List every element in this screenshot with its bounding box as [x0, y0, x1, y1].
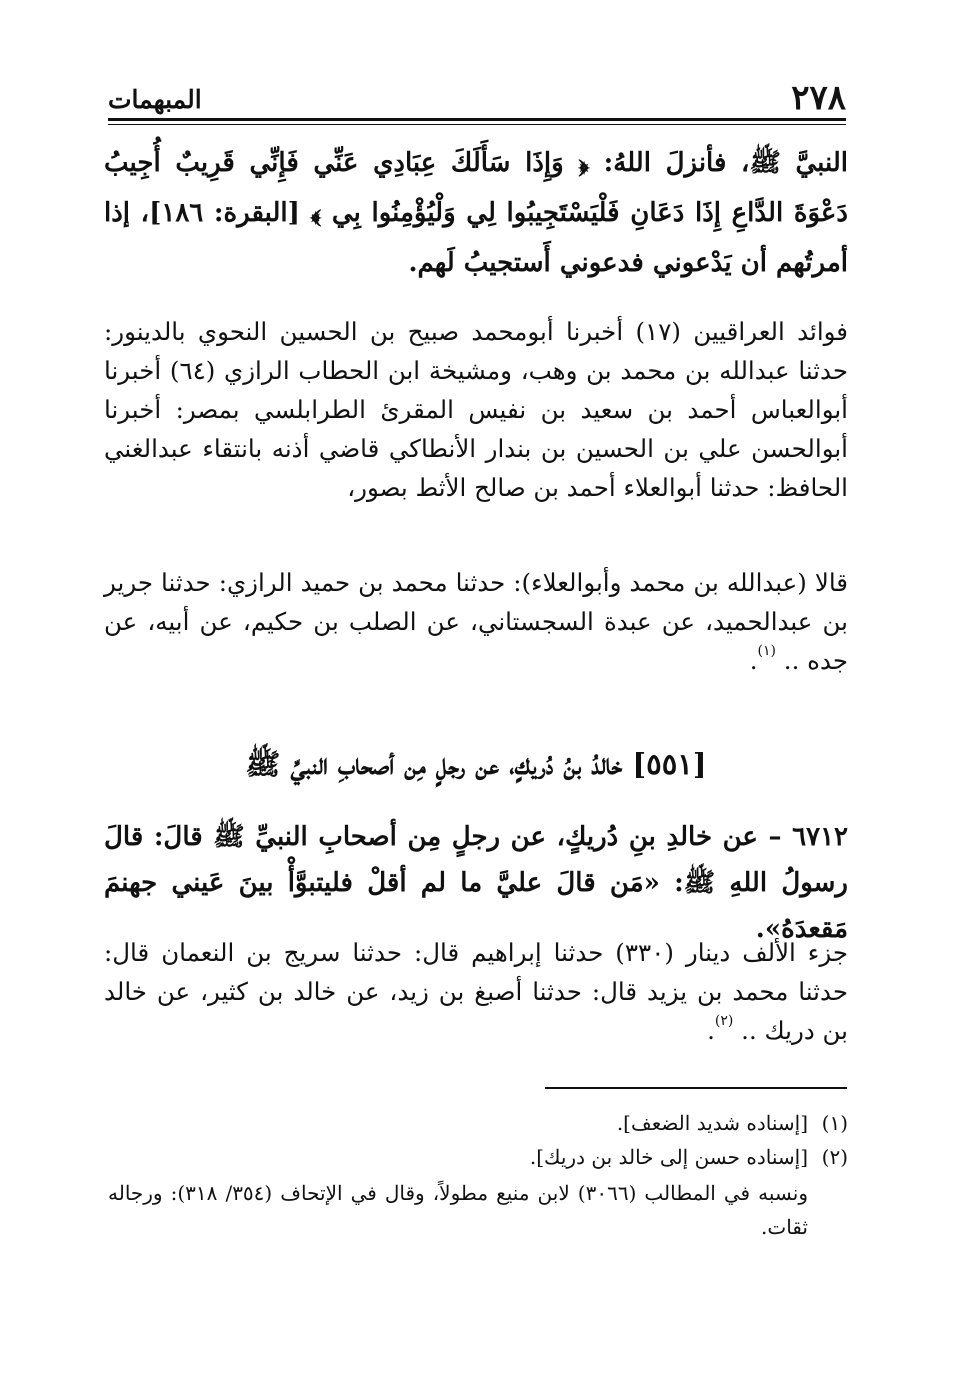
source-paragraph-isnad: [104, 563, 848, 680]
source-paragraph-fawaid: فوائد العراقيين (١٧) أخبرنا أبومحمد صبيح بن الحسين النحوي بالدينور: حدثنا عبدالله بن محمد بن وهب، ومشيخة ابن الحطاب الرازي (٦٤) أخبرنا أبوالعباس أحمد بن سعيد بن نفيس المقرئ الطرابلسي بمصر: أخبرنا أبوالحسن علي بن الحسين بن بندار الأنطاكي قاضي أذنه بانتقاء عبدالغني الحافظ: حدثنا أبوالعلاء أحمد بن صالح الأثط بصور،: [104, 317, 849, 502]
page-header: [108, 78, 846, 122]
footnote-text: [إسناده شديد الضعف].: [616, 1111, 808, 1135]
footnote-number: (١): [821, 1111, 848, 1135]
quran-citation-paragraph: النبيَّ ﷺ، فأنزلَ اللهُ: ﴿ وَإِذَا سَأَلَكَ عِبَادِي عَنِّي فَإِنِّي قَرِيبٌ أُجِيبُ دَعْوَةَ الدَّاعِ إِذَا دَعَانِ فَلْيَسْتَجِيبُوا لِي وَلْيُؤْمِنُوا بِي ﴾ [البقرة: ١٨٦]، إذا أمرتُهم أن يَدْعوني فدعوني أَستجيبُ لَهم.: [104, 148, 848, 278]
source-paragraph-juz: [104, 933, 848, 1050]
footnote-number: (٢): [821, 1145, 848, 1169]
juz-end-mark: .: [707, 1016, 715, 1045]
footnotes-section: [108, 1106, 848, 1244]
footnote-divider: [545, 1087, 847, 1089]
footnote-2-continuation: ونسبه في المطالب (٣٠٦٦) لابن منيع مطولاً، وقال في الإتحاف (٣٥٤/ ٣١٨): ورجاله ثقات.: [108, 1181, 808, 1239]
isnad-end-mark: .: [749, 646, 758, 675]
running-title: المبهمات: [108, 85, 202, 114]
juz-text: جزء الألف دينار (٣٣٠) حدثنا إبراهيم قال: حدثنا سريج بن النعمان قال: حدثنا محمد بن يزيد قال: حدثنا أصبغ بن زيد، عن خالد بن كثير، عن خالد بن دريك ..: [104, 938, 848, 1045]
page-number: ٢٧٨: [791, 78, 846, 118]
header-rule-thin: [108, 124, 846, 125]
hadith-text: ٦٧١٢ – عن خالدِ بنِ دُريكٍ، عن رجلٍ مِن أصحابِ النبيِّ ﷺ قالَ: قالَ رسولُ اللهِ ﷺ: «مَن قالَ عليَّ ما لم أقلْ فليتبوَّأْ بينَ عَيني جهنمَ مَقعدَهُ».: [104, 822, 848, 944]
footnote-text: [إسناده حسن إلى خالد بن دريك].: [529, 1145, 808, 1169]
header-rule-thick: [108, 118, 846, 121]
footnote-ref-2[interactable]: (٢): [714, 1013, 734, 1029]
footnote-ref-1[interactable]: (١): [757, 643, 776, 659]
footnote-2: [108, 1140, 848, 1174]
section-heading: [٥٥١] خالدُ بنُ دُريكٍ، عن رجلٍ مِن أصحابِ النبيِّ ﷺ: [245, 747, 707, 781]
isnad-text: قالا (عبدالله بن محمد وأبوالعلاء): حدثنا محمد بن حميد الرازي: حدثنا جرير بن عبدالحميد، عن عبدة السجستاني، عن الصلب بن حكيم، عن أبيه، عن جده ..: [104, 568, 848, 675]
footnote-1: [108, 1106, 848, 1140]
